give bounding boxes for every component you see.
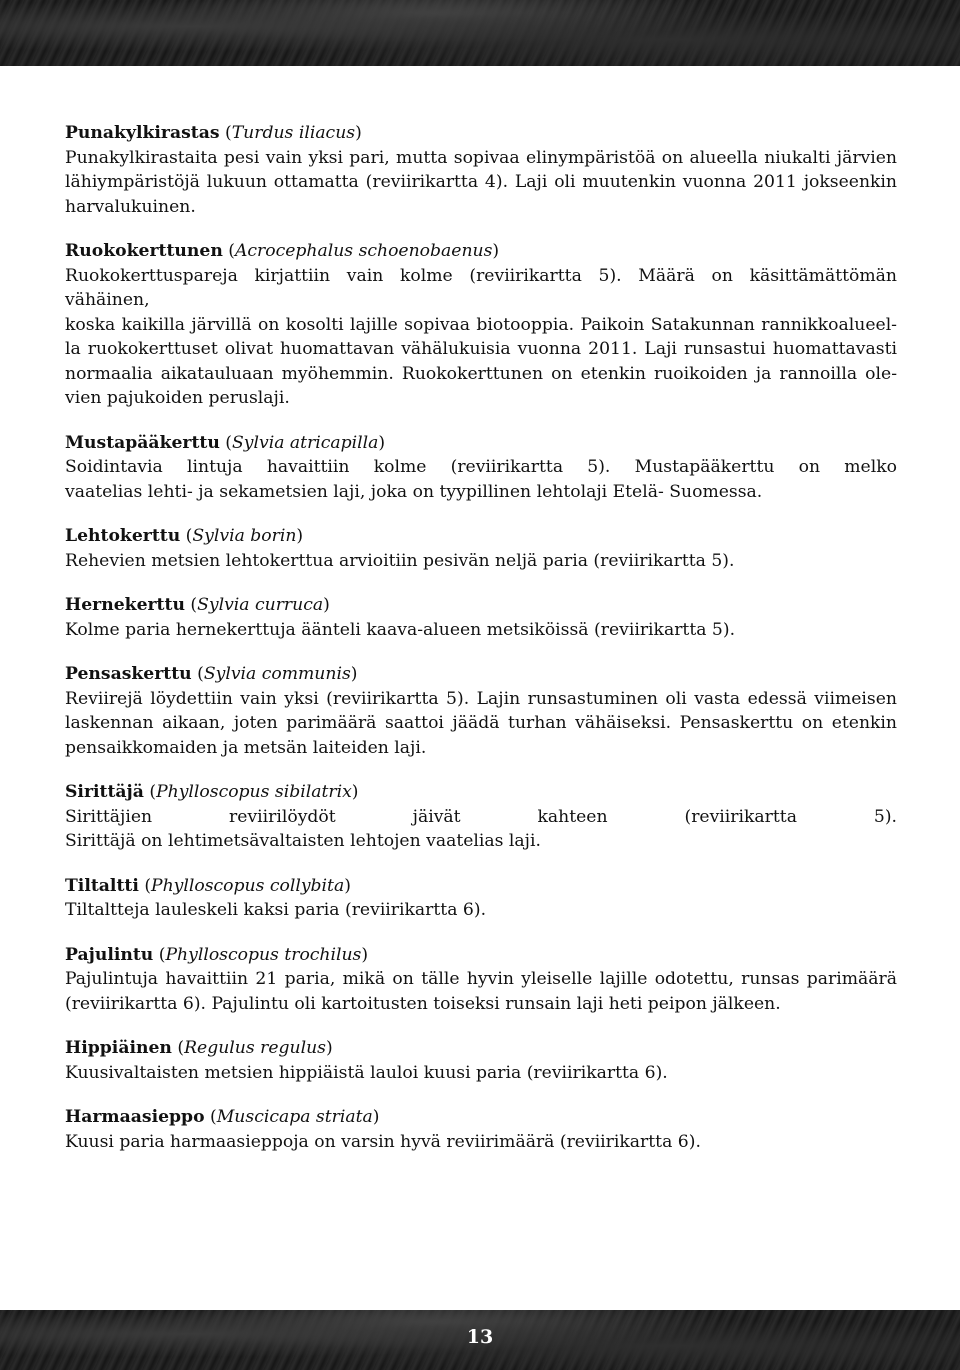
species-heading: Pajulintu (Phylloscopus trochilus) [65,944,369,965]
page-number: 13 [466,1326,494,1348]
species-text-line: Ruokokerttuspareja kirjattiin vain kolme (reviirikartta 5). Määrä on käsittämättömän vähäinen, [65,265,897,310]
species-entry [65,239,897,411]
species-heading: Punakylkirastas (Turdus iliacus) [65,123,362,143]
species-heading: Pensaskerttu (Sylvia communis) [65,664,358,684]
species-name: Lehtokerttu [65,526,181,546]
species-name: Sirittäjä [65,782,144,802]
species-text-line: Kuusivaltaisten metsien hippiäistä lauloi kuusi paria (reviirikartta 6). [65,1062,668,1083]
species-latin-name: Regulus regulus [184,1038,326,1058]
species-text-line: la ruokokerttuset olivat huomattavan vähälukuisia vuonna 2011. Laji runsastui huomattavasti [65,339,897,359]
page-body [65,121,897,1174]
species-latin-name: Phylloscopus trochilus [165,944,362,965]
species-text-line: Sirittäjien reviirilöydöt jäivät kahteen (reviirikartta 5). [65,806,897,827]
species-text-line: pensaikkomaiden ja metsän laiteiden laji. [65,737,427,758]
species-heading: Mustapääkerttu (Sylvia atricapilla) [65,432,386,453]
species-name: Punakylkirastas [65,123,220,143]
species-entry [65,780,897,854]
species-text-line: Reviirejä löydettiin vain yksi (reviirikartta 5). Lajin runsastuminen oli vasta edessä viimeisen [65,688,897,709]
species-text-line: Kolme paria hernekerttuja äänteli kaava-alueen metsiköissä (reviirikartta 5). [65,619,736,640]
species-latin-name: Phylloscopus sibilatrix [156,782,352,802]
species-text-line: vien pajukoiden peruslaji. [65,388,290,408]
species-heading: Harmaasieppo (Muscicapa striata) [65,1107,380,1127]
species-latin-name: Sylvia borin [192,526,297,546]
species-latin-name: Muscicapa striata [216,1107,373,1127]
species-entry [65,943,897,1017]
species-latin-name: Sylvia atricapilla [232,432,379,453]
species-entry [65,662,897,760]
species-entry [65,1105,897,1154]
species-text-line: Punakylkirastaita pesi vain yksi pari, mutta sopivaa elinympäristöä on alueella niukalti järvien [65,147,897,168]
decorative-top-band [0,0,960,66]
species-heading: Hippiäinen (Regulus regulus) [65,1038,333,1058]
species-name: Pensaskerttu [65,664,192,684]
species-name: Harmaasieppo [65,1107,205,1127]
species-text-line: Pajulintuja havaittiin 21 paria, mikä on tälle hyvin yleiselle lajille odotettu, runsas parimäärä [65,969,897,989]
species-entry [65,121,897,219]
species-name: Hernekerttu [65,595,185,615]
species-heading: Hernekerttu (Sylvia curruca) [65,595,330,615]
species-entry [65,874,897,923]
species-text-line: Kuusi paria harmaasieppoja on varsin hyvä reviirimäärä (reviirikartta 6). [65,1131,701,1152]
species-heading: Sirittäjä (Phylloscopus sibilatrix) [65,782,359,802]
species-latin-name: Turdus iliacus [231,123,356,143]
species-latin-name: Sylvia curruca [197,595,324,615]
species-text-line: normaalia aikatauluaan myöhemmin. Ruokokerttunen on etenkin ruoikoiden ja rannoilla ole- [65,363,897,384]
species-text-line: Soidintavia lintuja havaittiin kolme (reviirikartta 5). Mustapääkerttu on melko [65,457,897,477]
species-entry [65,431,897,505]
species-latin-name: Acrocephalus schoenobaenus [235,241,493,261]
species-entry [65,1036,897,1085]
species-text-line: harvalukuinen. [65,196,196,217]
species-heading: Tiltaltti (Phylloscopus collybita) [65,875,351,896]
species-heading: Ruokokerttunen (Acrocephalus schoenobaenus) [65,241,500,261]
species-entry [65,593,897,642]
species-name: Tiltaltti [65,875,139,896]
species-name: Mustapääkerttu [65,432,220,453]
species-text-line: Rehevien metsien lehtokerttua arvioitiin pesivän neljä paria (reviirikartta 5). [65,550,735,571]
species-heading: Lehtokerttu (Sylvia borin) [65,526,304,546]
species-text-line: koska kaikilla järvillä on kosolti lajille sopivaa biotooppia. Paikoin Satakunnan rannikkoalueel- [65,314,897,335]
species-text-line: Sirittäjä on lehtimetsävaltaisten lehtojen vaatelias laji. [65,831,541,851]
species-entry [65,524,897,573]
species-name: Ruokokerttunen [65,241,223,261]
species-text-line: laskennan aikaan, joten parimäärä saattoi jäädä turhan vähäiseksi. Pensaskerttu on etenkin [65,713,897,733]
species-text-line: vaatelias lehti- ja sekametsien laji, joka on tyypillinen lehtolaji Etelä- Suomessa. [65,481,763,502]
species-latin-name: Sylvia communis [203,664,351,684]
species-text-line: Tiltaltteja lauleskeli kaksi paria (reviirikartta 6). [65,900,487,920]
species-latin-name: Phylloscopus collybita [151,875,345,896]
species-name: Pajulintu [65,944,154,965]
species-name: Hippiäinen [65,1038,172,1058]
species-text-line: (reviirikartta 6). Pajulintu oli kartoitusten toiseksi runsain laji heti peipon jälkeen. [65,993,781,1014]
species-text-line: lähiympäristöjä lukuun ottamatta (reviirikartta 4). Laji oli muutenkin vuonna 2011 jokseenkin [65,172,897,192]
